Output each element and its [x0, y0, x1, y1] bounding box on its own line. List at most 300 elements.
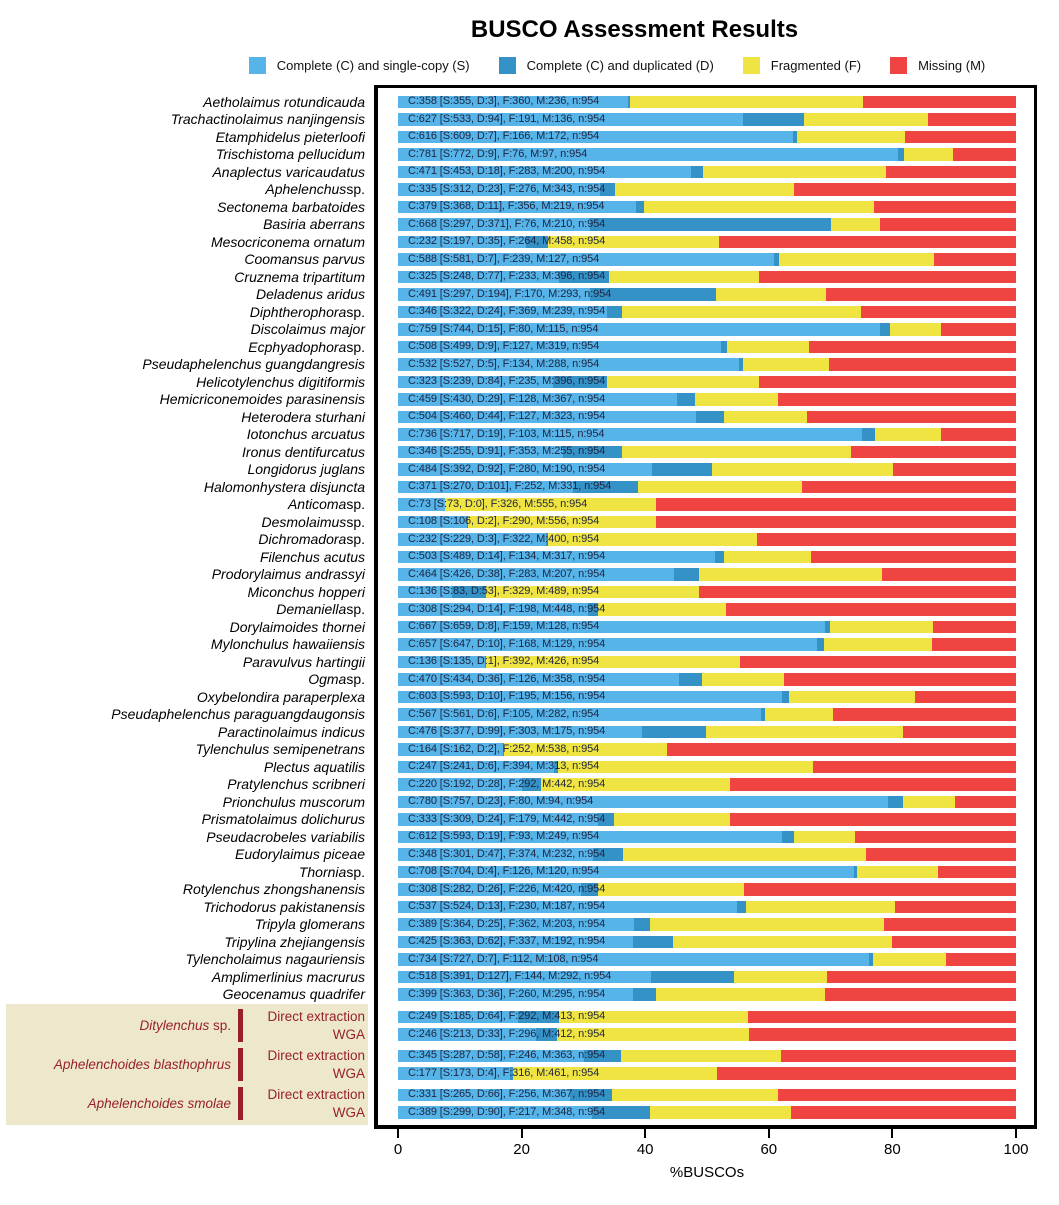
segment-missing: [874, 201, 1016, 214]
bar-row: [398, 478, 1016, 496]
species-label: Aphelenchoides blasthophrus: [53, 1057, 231, 1072]
stacked-bar: [398, 936, 1016, 949]
species-label: Geocenamus quadrifer: [222, 986, 365, 1003]
species-label: Mylonchulus hawaiiensis: [210, 636, 365, 653]
segment-fragmented: [743, 358, 830, 371]
bar-row: [398, 321, 1016, 339]
segment-missing: [656, 516, 1016, 529]
bar-row: [398, 1104, 1016, 1122]
stacked-bar: [398, 376, 1016, 389]
segment-complete-duplicated: [633, 988, 656, 1001]
stacked-bar: [398, 306, 1016, 319]
stacked-bar: [398, 901, 1016, 914]
bar-value-label: C:464 [S:426, D:38], F:283, M:207, n:954: [408, 567, 606, 580]
bar-value-label: C:371 [S:270, D:101], F:252, M:331, n:954: [408, 480, 612, 493]
stacked-bar: [398, 533, 1016, 546]
segment-fragmented: [656, 988, 824, 1001]
x-axis-tick-labels: [393, 1141, 1029, 1160]
method-label: WGA: [332, 1026, 365, 1042]
bar-value-label: C:308 [S:294, D:14], F:198, M:448, n:954: [408, 602, 606, 615]
stacked-bar: [398, 708, 1016, 721]
bar-value-label: C:389 [S:299, D:90], F:217, M:348, n:954: [408, 1105, 606, 1118]
legend-color-swatch: [890, 57, 907, 74]
legend-label: Complete (C) and single-copy (S): [276, 58, 470, 73]
segment-missing: [905, 131, 1016, 144]
stacked-bar: [398, 498, 1016, 511]
bar-value-label: C:470 [S:434, D:36], F:126, M:358, n:954: [408, 672, 606, 685]
segment-missing: [778, 1089, 1016, 1102]
x-tick: [521, 1129, 523, 1138]
segment-fragmented: [873, 953, 946, 966]
segment-missing: [749, 1028, 1016, 1041]
segment-missing: [866, 848, 1016, 861]
bar-value-label: C:345 [S:287, D:58], F:246, M:363, n:954: [408, 1049, 606, 1062]
species-group: [0, 1047, 374, 1082]
bar-row: [398, 496, 1016, 514]
segment-fragmented: [598, 883, 744, 896]
segment-fragmented: [765, 708, 833, 721]
stacked-bar: [398, 551, 1016, 564]
bar-value-label: C:249 [S:185, D:64], F:292, M:413, n:954: [408, 1010, 606, 1023]
stacked-bar: [398, 1011, 1016, 1024]
stacked-bar: [398, 446, 1016, 459]
segment-missing: [946, 953, 1016, 966]
x-axis: [398, 1129, 1016, 1138]
bar-value-label: C:136 [S:135, D:1], F:392, M:426, n:954: [408, 655, 600, 668]
segment-fragmented: [615, 183, 794, 196]
legend-color-swatch: [249, 57, 266, 74]
segment-fragmented: [746, 901, 895, 914]
x-tick-label: 20: [513, 1141, 530, 1158]
bar-row: [398, 933, 1016, 951]
stacked-bar: [398, 481, 1016, 494]
stacked-bar: [398, 778, 1016, 791]
segment-complete-duplicated: [691, 166, 703, 179]
segment-missing: [813, 761, 1016, 774]
stacked-bar: [398, 236, 1016, 249]
legend-item: [499, 57, 714, 74]
segment-fragmented: [650, 918, 885, 931]
bar-value-label: C:657 [S:647, D:10], F:168, M:129, n:954: [408, 637, 606, 650]
legend-item: [249, 57, 470, 74]
segment-missing: [933, 621, 1016, 634]
segment-complete-duplicated: [679, 673, 702, 686]
bar-value-label: C:247 [S:241, D:6], F:394, M:313, n:954: [408, 760, 600, 773]
species-label: Tripylina zhejiangensis: [224, 933, 365, 950]
segment-missing: [934, 253, 1016, 266]
bar-value-label: C:232 [S:197, D:35], F:264, M:458, n:954: [408, 235, 606, 248]
species-label: Iotonchus arcuatus: [246, 426, 365, 443]
species-label: Pseudacrobeles variabilis: [206, 828, 365, 845]
segment-missing: [807, 411, 1016, 424]
method-labels: [250, 1086, 374, 1121]
segment-fragmented: [712, 463, 893, 476]
method-label: WGA: [332, 1104, 365, 1120]
species-label: Etamphidelus pieterloofi: [215, 128, 365, 145]
bar-value-label: C:348 [S:301, D:47], F:374, M:232, n:954: [408, 847, 606, 860]
species-label: Prodorylaimus andrassyi: [211, 566, 365, 583]
species-label: Trachactinolaimus nanjingensis: [170, 111, 365, 128]
species-label: Halomonhystera disjuncta: [203, 478, 365, 495]
bar-row: [398, 233, 1016, 251]
x-tick-label: 60: [760, 1141, 778, 1158]
x-axis-title: %BUSCOs: [669, 1164, 745, 1181]
bar-row: [398, 373, 1016, 391]
bar-row: [398, 1008, 1016, 1026]
bar-value-label: C:780 [S:757, D:23], F:80, M:94, n:954: [408, 795, 594, 808]
segment-complete-duplicated: [715, 551, 724, 564]
segment-missing: [884, 918, 1016, 931]
stacked-bar: [398, 341, 1016, 354]
bar-row: [398, 898, 1016, 916]
plot-column: [374, 85, 1059, 1181]
bar-row: [398, 443, 1016, 461]
species-label: Amplimerlinius macrurus: [211, 968, 365, 985]
segment-missing: [759, 376, 1016, 389]
segment-complete-duplicated: [636, 201, 643, 214]
stacked-bar: [398, 1106, 1016, 1119]
species-label: Dichromadora sp.: [258, 531, 365, 548]
bar-value-label: C:781 [S:772, D:9], F:76, M:97, n:954: [408, 147, 588, 160]
stacked-bar: [398, 743, 1016, 756]
species-label: Rotylenchus zhongshanensis: [182, 881, 365, 898]
bar-row: [398, 338, 1016, 356]
stacked-bar: [398, 288, 1016, 301]
segment-complete-duplicated: [642, 726, 706, 739]
segment-fragmented: [779, 253, 934, 266]
bar-value-label: C:603 [S:593, D:10], F:195, M:156, n:954: [408, 690, 606, 703]
segment-fragmented: [831, 218, 880, 231]
bar-row: [398, 531, 1016, 549]
stacked-bar: [398, 918, 1016, 931]
species-labels-column: [0, 85, 374, 1181]
segment-missing: [726, 603, 1016, 616]
bar-row: [398, 303, 1016, 321]
x-tick: [1015, 1129, 1017, 1138]
species-label: Filenchus acutus: [259, 548, 365, 565]
segment-fragmented: [797, 131, 905, 144]
legend-color-swatch: [743, 57, 760, 74]
bar-value-label: C:358 [S:355, D:3], F:360, M:236, n:954: [408, 95, 600, 108]
segment-fragmented: [824, 638, 933, 651]
stacked-bar: [398, 953, 1016, 966]
segment-complete-duplicated: [880, 323, 890, 336]
segment-fragmented: [673, 936, 891, 949]
x-tick-label: 0: [393, 1141, 403, 1158]
segment-missing: [811, 551, 1016, 564]
segment-fragmented: [650, 1106, 791, 1119]
bar-row: [398, 618, 1016, 636]
segment-missing: [953, 148, 1016, 161]
bar-value-label: C:567 [S:561, D:6], F:105, M:282, n:954: [408, 707, 600, 720]
bar-row: [398, 268, 1016, 286]
stacked-bar: [398, 463, 1016, 476]
legend-color-swatch: [499, 57, 516, 74]
segment-complete-duplicated: [677, 393, 696, 406]
species-label: Desmolaimus sp.: [261, 513, 365, 530]
segment-fragmented: [630, 96, 863, 109]
bar-value-label: C:708 [S:704, D:4], F:126, M:120, n:954: [408, 865, 600, 878]
species-label: Ditylenchus sp.: [139, 1018, 231, 1033]
species-label: Oxybelondira paraperplexa: [196, 688, 365, 705]
bar-row: [398, 916, 1016, 934]
species-group: [0, 1008, 374, 1043]
segment-missing: [880, 218, 1016, 231]
stacked-bar: [398, 813, 1016, 826]
bar-value-label: C:331 [S:265, D:66], F:256, M:367, n:954: [408, 1088, 606, 1101]
bar-row: [398, 146, 1016, 164]
segment-missing: [778, 393, 1016, 406]
segment-missing: [938, 866, 1016, 879]
stacked-bar: [398, 96, 1016, 109]
method-label: Direct extraction: [267, 1087, 365, 1102]
bar-value-label: C:459 [S:430, D:29], F:128, M:367, n:954: [408, 392, 606, 405]
stacked-bar: [398, 148, 1016, 161]
method-labels: [250, 1008, 374, 1043]
species-label: Cruznema tripartitum: [234, 268, 365, 285]
bar-row: [398, 1026, 1016, 1044]
bar-value-label: C:476 [S:377, D:99], F:303, M:175, n:954: [408, 725, 606, 738]
segment-fragmented: [724, 411, 806, 424]
species-label: Deladenus aridus: [256, 286, 365, 303]
bar-value-label: C:232 [S:229, D:3], F:322, M:400, n:954: [408, 532, 600, 545]
bar-value-label: C:73 [S:73, D:0], F:326, M:555, n:954: [408, 497, 588, 510]
x-tick-label: 100: [1003, 1141, 1029, 1158]
segment-fragmented: [612, 1089, 778, 1102]
segment-missing: [809, 341, 1016, 354]
segment-fragmented: [904, 148, 953, 161]
species-label: Dorylaimoides thornei: [229, 618, 365, 635]
species-label: Aphelenchus sp.: [265, 181, 365, 198]
bar-value-label: C:333 [S:309, D:24], F:179, M:442, n:954: [408, 812, 606, 825]
segment-missing: [915, 691, 1016, 704]
bar-row: [398, 461, 1016, 479]
bar-value-label: C:346 [S:322, D:24], F:369, M:239, n:954: [408, 305, 606, 318]
bar-row: [398, 583, 1016, 601]
segment-fragmented: [699, 568, 882, 581]
segment-missing: [802, 481, 1016, 494]
legend-item: [890, 57, 985, 74]
bar-value-label: C:518 [S:391, D:127], F:144, M:292, n:954: [408, 970, 612, 983]
segment-fragmented: [857, 866, 939, 879]
segment-complete-duplicated: [651, 971, 733, 984]
species-label: Tripyla glomerans: [254, 916, 365, 933]
stacked-bar: [398, 358, 1016, 371]
bar-value-label: C:484 [S:392, D:92], F:280, M:190, n:954: [408, 462, 606, 475]
bar-value-label: C:389 [S:364, D:25], F:362, M:203, n:954: [408, 917, 606, 930]
segment-fragmented: [890, 323, 942, 336]
segment-missing: [829, 358, 1016, 371]
species-label: Mesocriconema ornatum: [210, 233, 365, 250]
segment-missing: [855, 831, 1016, 844]
bar-row: [398, 723, 1016, 741]
segment-fragmented: [702, 673, 784, 686]
stacked-bar: [398, 183, 1016, 196]
segment-fragmented: [724, 551, 811, 564]
bar-value-label: C:503 [S:489, D:14], F:134, M:317, n:954: [408, 550, 606, 563]
segment-fragmented: [804, 113, 928, 126]
species-label: Diphtherophora sp.: [249, 303, 365, 320]
segment-missing: [759, 271, 1016, 284]
segment-fragmented: [794, 831, 854, 844]
stacked-bar: [398, 166, 1016, 179]
segment-fragmented: [622, 446, 851, 459]
segment-complete-duplicated: [862, 428, 874, 441]
bar-row: [398, 1047, 1016, 1065]
stacked-bar: [398, 656, 1016, 669]
bar-row: [398, 163, 1016, 181]
bar-row: [398, 653, 1016, 671]
segment-fragmented: [727, 341, 809, 354]
segment-fragmented: [789, 691, 915, 704]
x-tick: [397, 1129, 399, 1138]
species-label: Anticoma sp.: [287, 496, 365, 513]
bar-value-label: C:491 [S:297, D:194], F:170, M:293, n:954: [408, 287, 612, 300]
stacked-bar: [398, 131, 1016, 144]
segment-fragmented: [875, 428, 942, 441]
bar-row: [398, 198, 1016, 216]
species-label: Longidorus juglans: [247, 461, 365, 478]
bar-row: [398, 828, 1016, 846]
bar-value-label: C:308 [S:282, D:26], F:226, M:420, n:954: [408, 882, 606, 895]
segment-missing: [667, 743, 1016, 756]
bar-value-label: C:616 [S:609, D:7], F:166, M:172, n:954: [408, 130, 600, 143]
bar-value-label: C:220 [S:192, D:28], F:292, M:442, n:954: [408, 777, 606, 790]
segment-complete-duplicated: [674, 568, 699, 581]
bar-row: [398, 93, 1016, 111]
segment-missing: [882, 568, 1016, 581]
x-tick: [891, 1129, 893, 1138]
legend-label: Fragmented (F): [770, 58, 862, 73]
bar-row: [398, 881, 1016, 899]
segment-missing: [740, 656, 1016, 669]
bar-row: [398, 1065, 1016, 1083]
stacked-bar: [398, 726, 1016, 739]
species-label: Prionchulus muscorum: [222, 793, 365, 810]
stacked-bar: [398, 1089, 1016, 1102]
bar-value-label: C:612 [S:593, D:19], F:93, M:249, n:954: [408, 830, 600, 843]
bar-value-label: C:471 [S:453, D:18], F:283, M:200, n:954: [408, 165, 606, 178]
species-label: Ecphyadophora sp.: [248, 338, 365, 355]
bar-row: [398, 951, 1016, 969]
x-tick-label: 40: [636, 1141, 654, 1158]
species-label: Plectus aquatilis: [263, 758, 365, 775]
bar-row: [398, 968, 1016, 986]
stacked-bar: [398, 638, 1016, 651]
species-label: Trischistoma pellucidum: [215, 146, 365, 163]
stacked-bar: [398, 113, 1016, 126]
segment-complete-duplicated: [634, 918, 650, 931]
species-label: Demaniella sp.: [276, 601, 365, 618]
x-tick: [644, 1129, 646, 1138]
segment-missing: [903, 726, 1016, 739]
segment-fragmented: [609, 271, 760, 284]
segment-fragmented: [623, 848, 865, 861]
segment-missing: [794, 183, 1016, 196]
segment-complete-duplicated: [743, 113, 804, 126]
segment-fragmented: [638, 481, 801, 494]
stacked-bar: [398, 586, 1016, 599]
stacked-bar: [398, 1050, 1016, 1063]
segment-missing: [791, 1106, 1016, 1119]
bar-row: [398, 548, 1016, 566]
stacked-bar: [398, 516, 1016, 529]
stacked-bar: [398, 393, 1016, 406]
segment-fragmented: [644, 201, 875, 214]
bar-row: [398, 128, 1016, 146]
species-label: Discolaimus major: [250, 321, 365, 338]
segment-fragmented: [695, 393, 778, 406]
segment-missing: [851, 446, 1016, 459]
stacked-bar: [398, 796, 1016, 809]
stacked-bar: [398, 621, 1016, 634]
group-divider: [238, 1048, 243, 1081]
bar-value-label: C:246 [S:213, D:33], F:296, M:412, n:954: [408, 1027, 606, 1040]
segment-missing: [730, 778, 1016, 791]
species-label: Paractinolaimus indicus: [217, 723, 365, 740]
bar-value-label: C:325 [S:248, D:77], F:233, M:396, n:954: [408, 270, 606, 283]
group-divider: [238, 1087, 243, 1120]
species-group: [0, 1086, 374, 1121]
species-label: Eudorylaimus piceae: [235, 846, 365, 863]
bar-row: [398, 601, 1016, 619]
segment-missing: [699, 586, 1016, 599]
legend-item: [743, 57, 861, 74]
segment-fragmented: [598, 603, 726, 616]
bar-value-label: C:136 [S:83, D:53], F:329, M:489, n:954: [408, 585, 600, 598]
bar-row: [398, 863, 1016, 881]
species-label: Paravulvus hartingii: [242, 653, 365, 670]
segment-fragmented: [607, 376, 759, 389]
segment-missing: [826, 288, 1016, 301]
method-label: Direct extraction: [267, 1048, 365, 1063]
segment-missing: [744, 883, 1016, 896]
bar-value-label: C:346 [S:255, D:91], F:353, M:255, n:954: [408, 445, 606, 458]
bar-row: [398, 426, 1016, 444]
segment-missing: [941, 428, 1015, 441]
bar-value-label: C:323 [S:239, D:84], F:235, M:396, n:954: [408, 375, 606, 388]
segment-fragmented: [706, 726, 902, 739]
bar-row: [398, 793, 1016, 811]
segment-missing: [941, 323, 1015, 336]
bar-row: [398, 216, 1016, 234]
segment-complete-duplicated: [607, 306, 623, 319]
segment-fragmented: [621, 1050, 780, 1063]
legend-label: Missing (M): [918, 58, 986, 73]
species-label: Trichodorus pakistanensis: [203, 898, 365, 915]
segment-complete-duplicated: [652, 463, 712, 476]
method-label: Direct extraction: [267, 1009, 365, 1024]
species-label: Pratylenchus scribneri: [227, 776, 365, 793]
stacked-bar: [398, 761, 1016, 774]
segment-missing: [784, 673, 1016, 686]
segment-missing: [928, 113, 1016, 126]
species-label: Basiria aberrans: [263, 216, 365, 233]
species-label: Pseudaphelenchus paraguangdaugonsis: [111, 706, 365, 723]
bar-value-label: C:588 [S:581, D:7], F:239, M:127, n:954: [408, 252, 600, 265]
segment-missing: [717, 1067, 1016, 1080]
segment-missing: [656, 498, 1016, 511]
stacked-bar: [398, 691, 1016, 704]
species-label: Sectonema barbatoides: [217, 198, 365, 215]
species-label: Heterodera sturhani: [241, 408, 365, 425]
segment-fragmented: [734, 971, 827, 984]
bar-row: [398, 758, 1016, 776]
stacked-bar: [398, 1067, 1016, 1080]
segment-missing: [892, 936, 1016, 949]
stacked-bar: [398, 568, 1016, 581]
bar-value-label: C:379 [S:368, D:11], F:356, M:219, n:954: [408, 200, 605, 213]
